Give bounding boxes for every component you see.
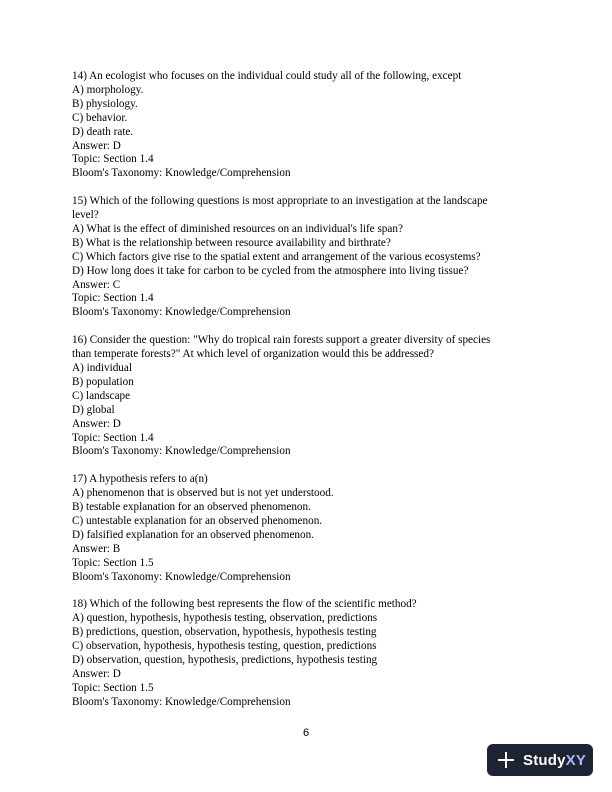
answer-key: Answer: D [72,417,121,430]
bloom-taxonomy-line: Bloom's Taxonomy: Knowledge/Comprehension [72,695,291,708]
question-text: 14) An ecologist who focuses on the individual could study all of the following, except [72,70,462,82]
question-text: level? [72,209,99,222]
answer-option: D) How long does it take for carbon to be cycled from the atmosphere into living tissue? [72,264,469,277]
answer-option: A) question, hypothesis, hypothesis testing, observation, predictions [72,612,378,625]
answer-key: Answer: B [72,542,121,555]
topic-line: Topic: Section 1.5 [72,681,154,694]
answer-option: C) landscape [72,389,131,402]
question-block [72,70,552,181]
answer-key: Answer: D [72,667,121,680]
answer-option: B) testable explanation for an observed phenomenon. [72,501,311,514]
answer-option: B) predictions, question, observation, hypothesis, hypothesis testing [72,626,377,639]
answer-option: B) What is the relationship between resource availability and birthrate? [72,236,391,249]
answer-option: A) What is the effect of diminished resources on an individual's life span? [72,222,403,235]
badge-label: StudyXY [523,751,587,769]
answer-option: D) falsified explanation for an observed phenomenon. [72,528,315,541]
answer-option: D) death rate. [72,125,134,138]
page-number: 6 [302,727,310,739]
topic-line: Topic: Section 1.4 [72,153,154,166]
answer-key: Answer: C [72,278,121,291]
question-block [72,473,552,584]
topic-line: Topic: Section 1.5 [72,556,154,569]
question-text: than temperate forests?" At which level of organization would this be addressed? [72,348,434,361]
answer-option: B) physiology. [72,97,138,110]
studyxy-badge[interactable] [487,744,593,776]
answer-option: B) population [72,375,134,388]
question-text: 16) Consider the question: "Why do tropical rain forests support a greater diversity of species [72,334,491,347]
answer-option: A) phenomenon that is observed but is not yet understood. [72,487,334,500]
question-block [72,598,552,709]
answer-option: D) observation, question, hypothesis, predictions, hypothesis testing [72,654,378,666]
answer-option: A) individual [72,362,132,374]
answer-option: C) Which factors give rise to the spatial extent and arrangement of the various ecosystems? [72,250,481,263]
question-text: 17) A hypothesis refers to a(n) [72,473,208,486]
answer-key: Answer: D [72,139,121,152]
bloom-taxonomy-line: Bloom's Taxonomy: Knowledge/Comprehension [72,306,291,319]
answer-option: C) observation, hypothesis, hypothesis testing, question, predictions [72,640,377,653]
bloom-taxonomy-line: Bloom's Taxonomy: Knowledge/Comprehension [72,570,291,583]
question-text: 15) Which of the following questions is most appropriate to an investigation at the landscape [72,195,488,208]
bloom-taxonomy-line: Bloom's Taxonomy: Knowledge/Comprehension [72,167,291,180]
bloom-taxonomy-line: Bloom's Taxonomy: Knowledge/Comprehension [72,445,291,458]
question-block [72,334,552,459]
topic-line: Topic: Section 1.4 [72,292,154,305]
answer-option: A) morphology. [72,83,144,96]
answer-option: C) untestable explanation for an observed phenomenon. [72,514,323,527]
document-body [72,70,552,724]
question-text: 18) Which of the following best represents the flow of the scientific method? [72,598,417,611]
answer-option: C) behavior. [72,111,128,124]
question-block [72,195,552,320]
plus-icon [495,749,517,771]
topic-line: Topic: Section 1.4 [72,431,154,444]
answer-option: D) global [72,403,115,416]
